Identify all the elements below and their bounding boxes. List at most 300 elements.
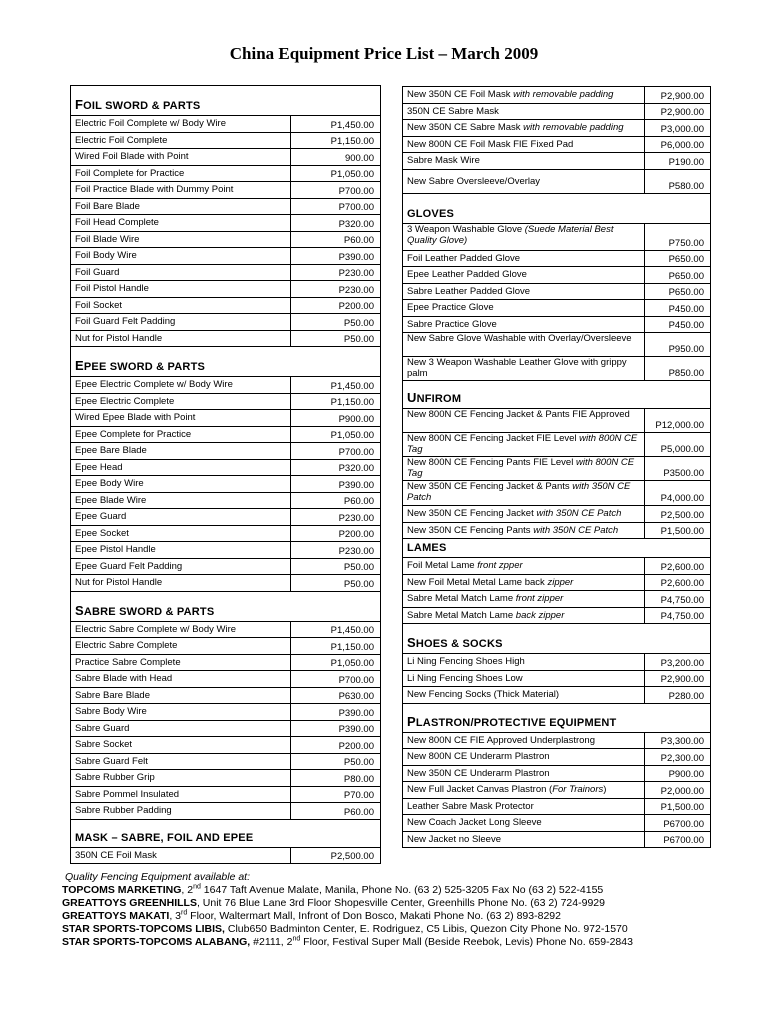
item-price: P390.00 [291, 248, 381, 265]
item-price: P6700.00 [645, 831, 711, 848]
item-name-text: 350N CE Sabre Mask [407, 105, 499, 117]
item-price: P630.00 [291, 687, 381, 704]
section-title-initial: S [75, 602, 84, 618]
item-name-text: Electric Foil Complete [75, 134, 168, 146]
item-price: P50.00 [291, 575, 381, 592]
item-name [403, 457, 645, 481]
item-price: P230.00 [291, 264, 381, 281]
store-locations [62, 871, 762, 949]
item-name [71, 426, 291, 443]
section-title-initial: U [407, 390, 417, 405]
item-name [403, 300, 645, 317]
item-name-text: Electric Foil Complete w/ Body Wire [75, 118, 226, 130]
item-name-text: Foil Pistol Handle [75, 283, 149, 295]
item-name [403, 798, 645, 815]
item-name [71, 459, 291, 476]
item-name-text: Epee Blade Wire [75, 494, 147, 506]
item-name [71, 558, 291, 575]
item-name [403, 333, 645, 357]
section-title-text: MASK – SABRE, FOIL AND EPEE [75, 831, 254, 844]
item-name-text: Foil Blade Wire [75, 233, 140, 245]
store-address-cont: Floor, Waltermart Mall, Infront of Don Bosco, Makati Phone No. (63 2) 893-8292 [187, 910, 561, 922]
table-row [403, 283, 711, 300]
table-row [71, 509, 381, 526]
table-row [71, 476, 381, 493]
item-price: P190.00 [645, 153, 711, 170]
item-name [71, 525, 291, 542]
store-line [62, 910, 762, 923]
item-name [71, 542, 291, 559]
table-row [403, 654, 711, 671]
item-price: P200.00 [291, 525, 381, 542]
item-price: P1,150.00 [291, 393, 381, 410]
table-row [71, 393, 381, 410]
item-name [403, 357, 645, 381]
item-name-text: New 350N CE Foil Mask [407, 89, 514, 101]
item-name [71, 509, 291, 526]
item-note: with 350N CE Patch [536, 508, 622, 520]
store-line [62, 884, 762, 897]
item-price: P60.00 [291, 803, 381, 820]
item-name-text: New Foil Metal Metal Lame back [407, 576, 548, 588]
table-row [403, 457, 711, 481]
item-price: P450.00 [645, 300, 711, 317]
item-name [71, 575, 291, 592]
table-row [403, 333, 711, 357]
item-price: P3,000.00 [645, 120, 711, 137]
item-name-text: Epee Practice Glove [407, 302, 494, 314]
item-price: P650.00 [645, 283, 711, 300]
item-name [71, 393, 291, 410]
item-name-text: Foil Body Wire [75, 250, 137, 262]
item-name-text: New 800N CE Fencing Jacket FIE Level [407, 433, 580, 444]
item-price: P320.00 [291, 215, 381, 232]
table-row [71, 410, 381, 427]
table-row [71, 330, 381, 347]
item-name [403, 522, 645, 539]
item-name-text: New 800N CE Foil Mask FIE Fixed Pad [407, 138, 574, 150]
item-name [71, 149, 291, 166]
item-price: P950.00 [645, 333, 711, 357]
item-name-text: Leather Sabre Mask Protector [407, 800, 534, 812]
item-price: P1,500.00 [645, 522, 711, 539]
item-name-text: Sabre Practice Glove [407, 318, 497, 330]
item-name-text: Sabre Mask Wire [407, 155, 480, 167]
item-name [403, 749, 645, 766]
table-row [403, 87, 711, 104]
item-price: P3,300.00 [645, 732, 711, 749]
item-name-text: New Sabre Glove Washable with Overlay/Oversleeve [407, 333, 632, 344]
item-name-text: Foil Head Complete [75, 217, 159, 229]
table-row [71, 525, 381, 542]
item-name-text: 350N CE Foil Mask [75, 849, 157, 861]
item-name-text: Sabre Rubber Grip [75, 772, 155, 784]
table-row [403, 831, 711, 848]
item-note: with 800N CE Tag [407, 433, 638, 455]
item-price: P700.00 [291, 198, 381, 215]
table-row [403, 409, 711, 433]
item-name-text: Epee Guard Felt Padding [75, 560, 183, 572]
item-name-text: 3 Weapon Washable Glove [407, 223, 525, 235]
item-name [71, 687, 291, 704]
table-row [403, 300, 711, 317]
table-row [71, 165, 381, 182]
item-price: P1,150.00 [291, 638, 381, 655]
table-row [403, 558, 711, 575]
item-name-text: Foil Guard [75, 266, 120, 278]
store-address-cont: Floor, Festival Super Mall (Beside Reebok, Levis) Phone No. 659-2843 [300, 936, 633, 948]
item-price: P3500.00 [645, 457, 711, 481]
item-name [403, 153, 645, 170]
item-name [403, 433, 645, 457]
item-note: For Trainors [552, 784, 604, 796]
item-name-text: New 350N CE Fencing Jacket [407, 508, 537, 520]
item-price: P2,900.00 [645, 87, 711, 104]
item-name [71, 803, 291, 820]
item-price: P390.00 [291, 720, 381, 737]
table-row [71, 132, 381, 149]
item-name [403, 670, 645, 687]
table-row [71, 149, 381, 166]
table-row [71, 737, 381, 754]
store-address: #2111, 2 [250, 936, 293, 948]
table-row [403, 223, 711, 250]
item-price: P1,450.00 [291, 621, 381, 638]
item-name-text: New 350N CE Underarm Plastron [407, 767, 550, 779]
table-row [403, 749, 711, 766]
item-price: P4,750.00 [645, 591, 711, 608]
table-row [71, 182, 381, 199]
item-name-text: Wired Foil Blade with Point [75, 151, 189, 163]
item-name-text: New 800N CE Fencing Pants FIE Level [407, 457, 576, 468]
item-name [71, 116, 291, 133]
table-row [71, 198, 381, 215]
item-name [71, 621, 291, 638]
table-row [403, 607, 711, 624]
item-name [403, 687, 645, 704]
table-row [403, 433, 711, 457]
item-name-text: Li Ning Fencing Shoes Low [407, 672, 523, 684]
section-title [403, 193, 711, 223]
section-title-initial: S [407, 635, 416, 650]
item-note: with 800N CE Tag [407, 457, 635, 479]
table-row [403, 136, 711, 153]
item-name [71, 753, 291, 770]
table-row [71, 281, 381, 298]
item-name-text: Sabre Blade with Head [75, 673, 173, 685]
item-price: P580.00 [645, 169, 711, 193]
item-name-text: Epee Complete for Practice [75, 428, 192, 440]
section-header [71, 591, 381, 621]
table-row [71, 231, 381, 248]
item-name [71, 231, 291, 248]
item-name [403, 607, 645, 624]
table-row [71, 753, 381, 770]
item-price: P450.00 [645, 316, 711, 333]
item-note: zipper [547, 576, 574, 588]
section-header [403, 624, 711, 654]
item-price: P230.00 [291, 509, 381, 526]
item-name-text: Epee Body Wire [75, 478, 144, 490]
page-title: China Equipment Price List – March 2009 [229, 44, 539, 63]
item-name-text: Foil Bare Blade [75, 200, 140, 212]
item-note: front zpper [477, 560, 523, 572]
item-price: P850.00 [645, 357, 711, 381]
table-row [71, 575, 381, 592]
item-price: P280.00 [645, 687, 711, 704]
item-note: with 350N CE Patch [533, 524, 619, 536]
store-address: , 2 [181, 884, 194, 896]
item-name-text: Sabre Metal Match Lame [407, 593, 516, 605]
item-name [71, 443, 291, 460]
store-name: STAR SPORTS-TOPCOMS ALABANG, [62, 936, 251, 948]
item-name [71, 281, 291, 298]
item-note: front zipper [515, 593, 564, 605]
item-name [71, 638, 291, 655]
store-name: STAR SPORTS-TOPCOMS LIBIS, [62, 923, 225, 935]
item-name-text: Epee Bare Blade [75, 445, 147, 457]
item-name-text: Sabre Bare Blade [75, 689, 150, 701]
item-name [403, 574, 645, 591]
item-price: P5,000.00 [645, 433, 711, 457]
item-price: P390.00 [291, 476, 381, 493]
table-row [403, 357, 711, 381]
item-name-text: Foil Metal Lame [407, 560, 478, 572]
item-name-text: Sabre Guard [75, 722, 130, 734]
item-note: with removable padding [523, 122, 624, 134]
item-price: P60.00 [291, 231, 381, 248]
item-name [403, 654, 645, 671]
item-name-text: Epee Leather Padded Glove [407, 269, 527, 281]
item-name-text: Foil Leather Padded Glove [407, 252, 521, 264]
section-title-initial: P [407, 713, 416, 729]
section-title-text: ABRE SWORD & PARTS [83, 605, 215, 618]
item-note: with removable padding [513, 89, 614, 101]
table-row [71, 671, 381, 688]
item-name-text: New Full Jacket Canvas Plastron ( [407, 784, 553, 796]
item-price: P50.00 [291, 753, 381, 770]
table-row [71, 492, 381, 509]
table-row [403, 316, 711, 333]
section-title-initial: F [75, 97, 84, 112]
item-name [71, 770, 291, 787]
table-row [71, 443, 381, 460]
table-row [71, 215, 381, 232]
item-name [403, 283, 645, 300]
item-price: 900.00 [291, 149, 381, 166]
item-price: P390.00 [291, 704, 381, 721]
item-name-text: Sabre Socket [75, 739, 133, 751]
item-name-text: Sabre Guard Felt [75, 755, 148, 767]
section-header [71, 347, 381, 377]
store-line [62, 923, 762, 936]
item-price: P70.00 [291, 786, 381, 803]
table-row [403, 765, 711, 782]
section-title [71, 591, 381, 621]
table-row [403, 267, 711, 284]
item-name [403, 591, 645, 608]
table-row [71, 264, 381, 281]
section-title [71, 819, 381, 847]
item-price: P1,050.00 [291, 654, 381, 671]
table-row [71, 542, 381, 559]
item-price: P2,600.00 [645, 558, 711, 575]
item-name-text: New 800N CE FIE Approved Underplastrong [407, 734, 595, 746]
item-name [71, 737, 291, 754]
item-price: P1,450.00 [291, 116, 381, 133]
item-name-text: Electric Sabre Complete w/ Body Wire [75, 623, 237, 635]
table-row [71, 248, 381, 265]
section-header [403, 381, 711, 409]
availability-note: Quality Fencing Equipment available at: [65, 871, 251, 883]
section-title-text: GLOVES [407, 207, 455, 220]
item-name [403, 267, 645, 284]
item-note: back zipper [515, 609, 565, 621]
item-price: P230.00 [291, 542, 381, 559]
item-name [71, 132, 291, 149]
table-row [403, 687, 711, 704]
item-price: P80.00 [291, 770, 381, 787]
price-table-right [402, 86, 711, 848]
item-name-text: Sabre Leather Padded Glove [407, 285, 531, 297]
price-table-left [70, 85, 381, 864]
table-row [71, 654, 381, 671]
item-name-tail: ) [603, 784, 607, 796]
item-price: P4,750.00 [645, 607, 711, 624]
item-name [403, 136, 645, 153]
item-name [403, 169, 645, 193]
item-name [71, 377, 291, 394]
table-row [71, 638, 381, 655]
table-row [403, 169, 711, 193]
item-price: P1,150.00 [291, 132, 381, 149]
item-price: P700.00 [291, 671, 381, 688]
item-price: P2,900.00 [645, 670, 711, 687]
item-name-text: New 350N CE Sabre Mask [407, 122, 524, 134]
item-name-text: New 3 Weapon Washable Leather Glove with grippy palm [407, 357, 627, 379]
store-address: Club650 Badminton Center, E. Rodriguez, C5 Libis, Quezon City Phone No. 972-1570 [224, 923, 628, 935]
table-row [71, 297, 381, 314]
item-price: P2,500.00 [645, 506, 711, 523]
table-row [403, 670, 711, 687]
item-name [403, 732, 645, 749]
store-name: GREATTOYS MAKATI [62, 910, 170, 922]
store-address: , 3 [169, 910, 182, 922]
item-name-text: Epee Pistol Handle [75, 544, 156, 556]
item-price: P50.00 [291, 314, 381, 331]
section-header [403, 703, 711, 732]
item-name [71, 671, 291, 688]
table-row [403, 153, 711, 170]
item-name [403, 250, 645, 267]
section-title-text: LASTRON/PROTECTIVE EQUIPMENT [415, 716, 617, 729]
item-name [403, 409, 645, 433]
section-title [403, 539, 711, 558]
item-name-text: New Sabre Oversleeve/Overlay [407, 175, 541, 187]
item-price: P2,900.00 [645, 103, 711, 120]
item-name-text: Wired Epee Blade with Point [75, 412, 196, 424]
item-name [403, 481, 645, 506]
item-name [403, 815, 645, 832]
item-price: P1,500.00 [645, 798, 711, 815]
table-row [71, 847, 381, 864]
table-row [71, 116, 381, 133]
table-row [403, 798, 711, 815]
item-price: P2,000.00 [645, 782, 711, 799]
section-header [403, 193, 711, 223]
item-name-text: New 350N CE Fencing Jacket & Pants [407, 481, 573, 492]
store-name: GREATTOYS GREENHILLS [62, 897, 197, 909]
item-price: P60.00 [291, 492, 381, 509]
item-name-text: Epee Guard [75, 511, 127, 523]
item-note: (Suede Material Best Quality Glove) [407, 223, 614, 246]
item-price: P1,050.00 [291, 165, 381, 182]
item-price: P12,000.00 [645, 409, 711, 433]
item-name [71, 165, 291, 182]
item-name-text: New 350N CE Fencing Pants [407, 524, 534, 536]
table-row [71, 720, 381, 737]
item-note: with 350N CE Patch [407, 481, 631, 503]
item-price: P2,600.00 [645, 574, 711, 591]
section-title [403, 703, 711, 732]
item-name [403, 782, 645, 799]
item-name-text: Epee Socket [75, 527, 129, 539]
store-address: , Unit 76 Blue Lane 3rd Floor Shopesville Center, Greenhills Phone No. (63 2) 724-9929 [196, 897, 605, 909]
item-name-text: Epee Electric Complete [75, 395, 175, 407]
item-name [71, 248, 291, 265]
table-row [71, 687, 381, 704]
ordinal-suffix: rd [181, 909, 188, 917]
item-name-text: New Jacket no Sleeve [407, 833, 501, 845]
item-price: P700.00 [291, 182, 381, 199]
table-row [403, 782, 711, 799]
item-name-text: Foil Socket [75, 299, 122, 311]
item-name-text: Nut for Pistol Handle [75, 332, 163, 344]
item-name [403, 316, 645, 333]
item-name-text: Electric Sabre Complete [75, 640, 178, 652]
store-name: TOPCOMS MARKETING [62, 884, 182, 896]
item-price: P6700.00 [645, 815, 711, 832]
item-name-text: Foil Practice Blade with Dummy Point [75, 184, 234, 196]
item-name [403, 506, 645, 523]
item-name [403, 223, 645, 250]
item-name-text: Practice Sabre Complete [75, 656, 181, 668]
item-name [71, 330, 291, 347]
table-row [71, 621, 381, 638]
item-name [71, 704, 291, 721]
item-price: P50.00 [291, 330, 381, 347]
item-price: P900.00 [291, 410, 381, 427]
item-price: P4,000.00 [645, 481, 711, 506]
table-row [403, 103, 711, 120]
table-row [71, 377, 381, 394]
item-price: P3,200.00 [645, 654, 711, 671]
section-title-text: PEE SWORD & PARTS [83, 361, 206, 373]
item-name [71, 264, 291, 281]
item-name-text: Epee Electric Complete w/ Body Wire [75, 379, 233, 391]
section-title-initial: E [75, 358, 84, 373]
item-name [71, 297, 291, 314]
ordinal-suffix: nd [292, 935, 301, 943]
item-name [71, 786, 291, 803]
section-header [71, 819, 381, 847]
item-name [71, 198, 291, 215]
table-row [71, 704, 381, 721]
item-name-text: New 800N CE Underarm Plastron [407, 751, 550, 763]
item-name [71, 476, 291, 493]
section-title-text: HOES & SOCKS [415, 638, 503, 650]
item-price: P2,500.00 [291, 847, 381, 864]
